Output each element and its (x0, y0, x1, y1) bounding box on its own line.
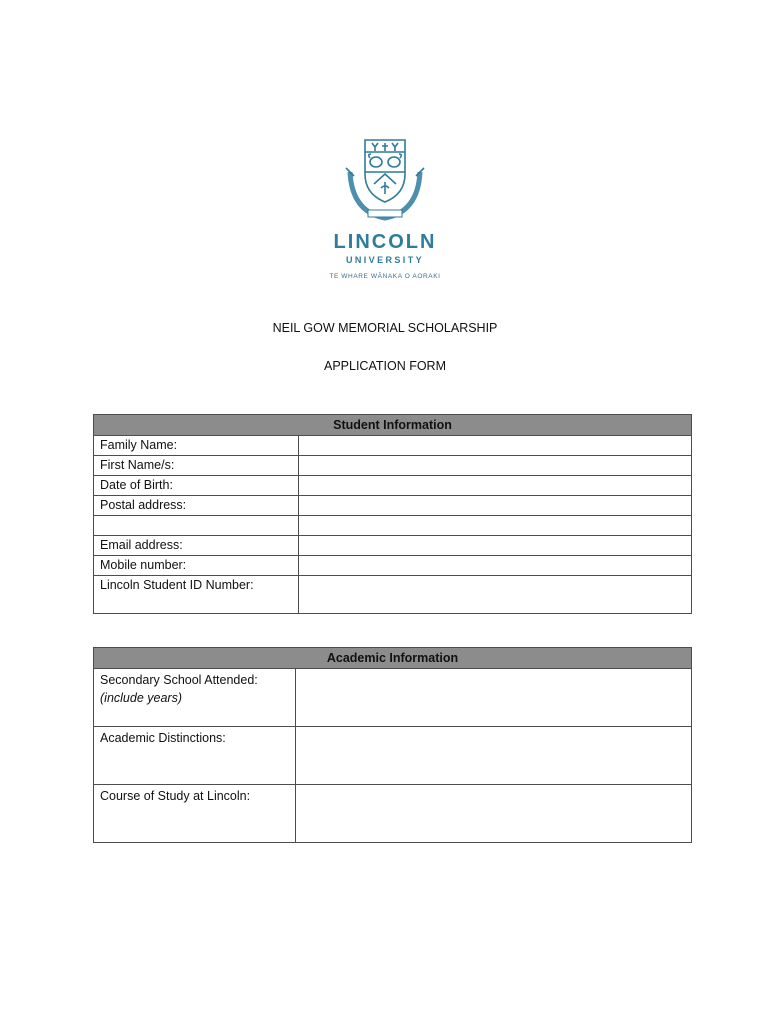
table-row (94, 476, 692, 496)
table-row (94, 556, 692, 576)
scholarship-title: NEIL GOW MEMORIAL SCHOLARSHIP (272, 321, 498, 335)
logo-wordmark: LINCOLN (333, 231, 437, 253)
student-information-header: Student Information (94, 415, 692, 436)
date-of-birth-label: Date of Birth: (94, 476, 299, 496)
academic-distinctions-label: Academic Distinctions: (94, 727, 296, 785)
date-of-birth-field[interactable] (299, 476, 692, 496)
course-of-study-label: Course of Study at Lincoln: (94, 785, 296, 843)
logo-tagline: TE WHARE WĀNAKA O AORAKI (329, 273, 441, 280)
email-address-field[interactable] (299, 536, 692, 556)
form-title: APPLICATION FORM (323, 359, 446, 373)
table-row (94, 536, 692, 556)
table-row (94, 456, 692, 476)
family-name-field[interactable] (299, 436, 692, 456)
postal-address-line2-label (94, 516, 299, 536)
postal-address-label: Postal address: (94, 496, 299, 516)
university-crest-icon (340, 132, 430, 228)
logo-subtitle: UNIVERSITY (345, 255, 424, 265)
academic-information-header: Academic Information (94, 648, 692, 669)
table-row (94, 727, 692, 785)
academic-information-table (93, 647, 692, 843)
email-address-label: Email address: (94, 536, 299, 556)
lincoln-university-logo (318, 132, 452, 287)
postal-address-line2-field[interactable] (299, 516, 692, 536)
student-id-label: Lincoln Student ID Number: (94, 576, 299, 614)
academic-distinctions-field[interactable] (296, 727, 692, 785)
secondary-school-field[interactable] (296, 669, 692, 727)
postal-address-field[interactable] (299, 496, 692, 516)
first-name-field[interactable] (299, 456, 692, 476)
table-row (94, 436, 692, 456)
secondary-school-label: Secondary School Attended: (100, 673, 258, 687)
first-name-label: First Name/s: (94, 456, 299, 476)
student-id-field[interactable] (299, 576, 692, 614)
include-years-note: (include years) (100, 691, 182, 705)
table-row (94, 516, 692, 536)
family-name-label: Family Name: (94, 436, 299, 456)
secondary-school-label-cell (94, 669, 296, 727)
table-row (94, 496, 692, 516)
mobile-number-label: Mobile number: (94, 556, 299, 576)
table-row (94, 669, 692, 727)
mobile-number-field[interactable] (299, 556, 692, 576)
course-of-study-field[interactable] (296, 785, 692, 843)
table-row (94, 576, 692, 614)
student-information-table (93, 414, 692, 614)
table-row (94, 785, 692, 843)
